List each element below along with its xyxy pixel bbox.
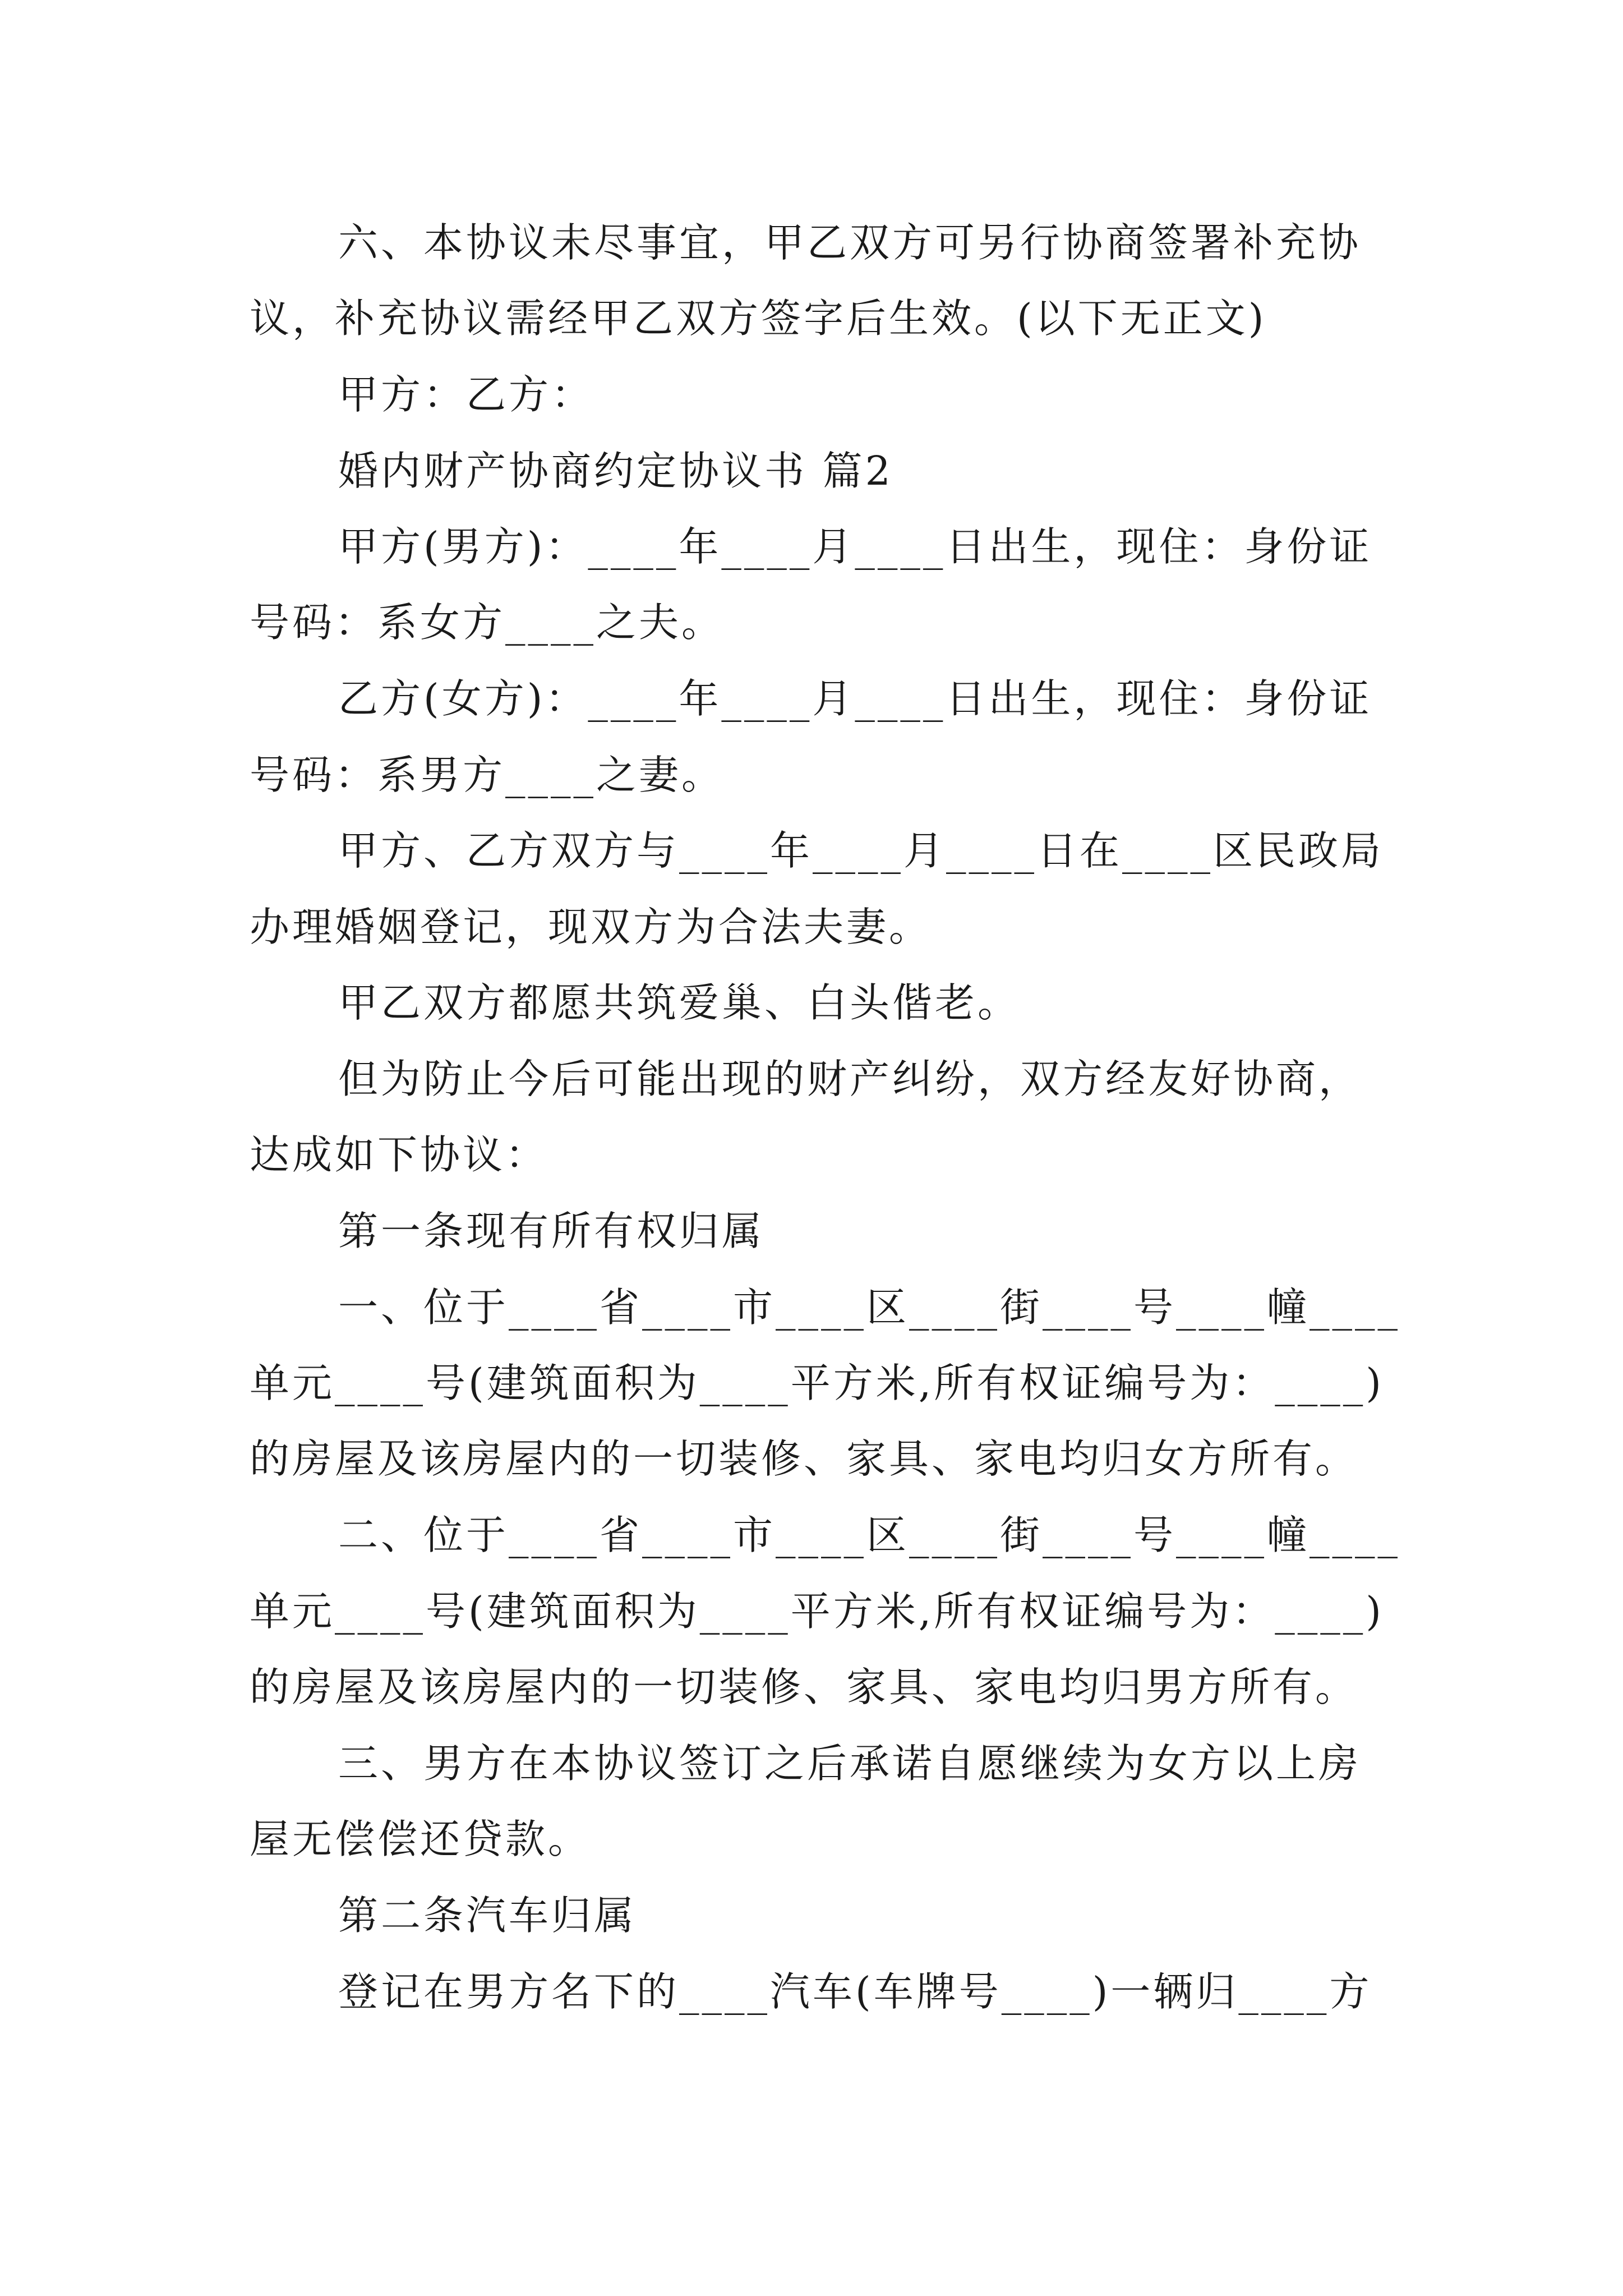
text-line: 甲方、乙方双方与____年____月____日在____区民政局 — [338, 827, 1384, 874]
text-line: 屋无偿偿还贷款。 — [250, 1816, 591, 1862]
text-line: 三、男方在本协议签订之后承诺自愿继续为女方以上房 — [338, 1740, 1362, 1787]
text-line: 二、位于____省____市____区____街____号____幢____ — [338, 1512, 1401, 1558]
section-heading: 第二条汽车归属 — [338, 1892, 637, 1939]
text-line: 单元____号(建筑面积为____平方米,所有权证编号为：____) — [250, 1360, 1384, 1406]
text-line: 的房屋及该房屋内的一切装修、家具、家电均归女方所有。 — [250, 1435, 1358, 1482]
text-line: 甲乙双方都愿共筑爱巢、白头偕老。 — [338, 979, 1021, 1026]
text-line: 乙方(女方)：____年____月____日出生，现住：身份证 — [338, 675, 1372, 722]
text-line: 的房屋及该房屋内的一切装修、家具、家电均归男方所有。 — [250, 1664, 1358, 1710]
section-heading: 第一条现有所有权归属 — [338, 1208, 765, 1254]
text-line: 办理婚姻登记，现双方为合法夫妻。 — [250, 904, 932, 950]
text-line: 甲方：乙方： — [338, 371, 594, 418]
document-subtitle: 婚内财产协商约定协议书 篇2 — [338, 448, 893, 494]
text-line: 达成如下协议： — [250, 1131, 548, 1178]
text-line: 号码：系女方____之夫。 — [250, 599, 725, 646]
text-line: 单元____号(建筑面积为____平方米,所有权证编号为：____) — [250, 1588, 1384, 1635]
text-line: 号码：系男方____之妻。 — [250, 752, 725, 798]
text-line: 议，补充协议需经甲乙双方签字后生效。(以下无正文) — [250, 295, 1267, 342]
text-line: 甲方(男方)：____年____月____日出生，现住：身份证 — [338, 523, 1372, 570]
text-line: 但为防止今后可能出现的财产纠纷，双方经友好协商， — [338, 1056, 1362, 1102]
text-line: 六、本协议未尽事宜，甲乙双方可另行协商签署补充协 — [338, 219, 1362, 266]
text-line: 一、位于____省____市____区____街____号____幢____ — [338, 1284, 1401, 1331]
text-line: 登记在男方名下的____汽车(车牌号____)一辆归____方 — [338, 1968, 1372, 2015]
